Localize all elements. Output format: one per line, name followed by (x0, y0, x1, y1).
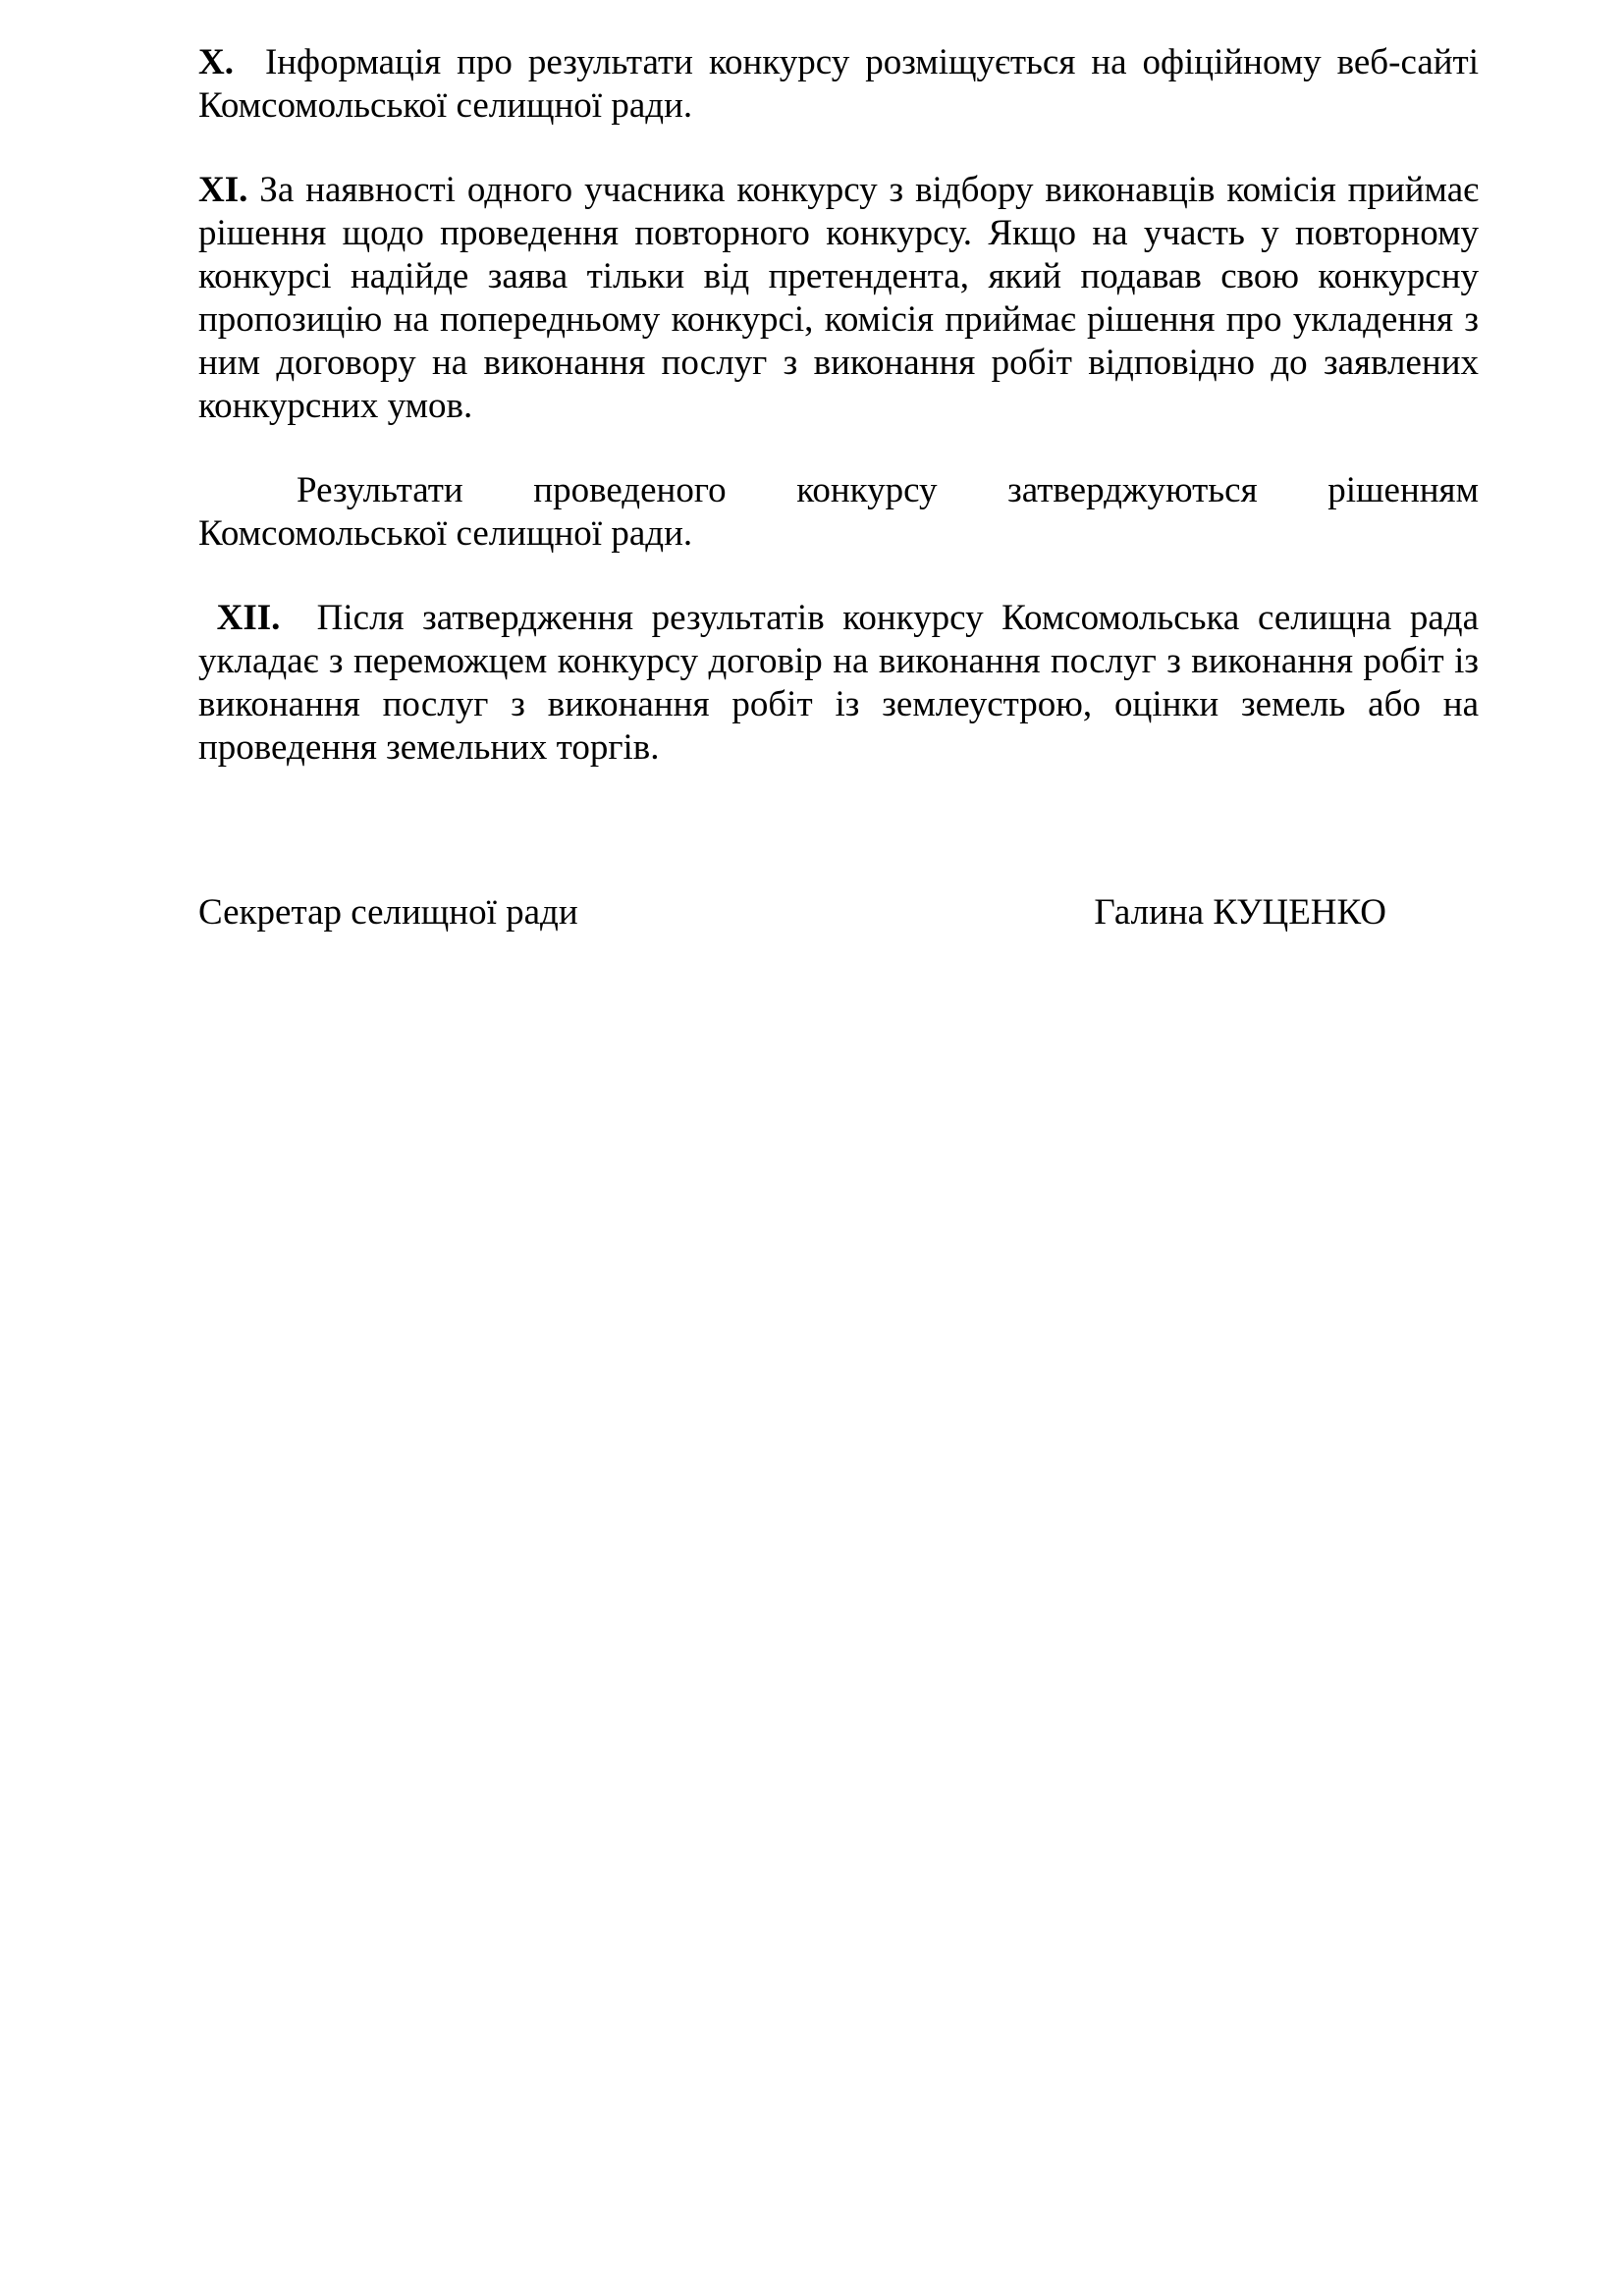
section-xii-paragraph (198, 597, 1479, 770)
section-x-text: Інформація про результати конкурсу розміщується на офіційному веб-сайті Комсомольської селищної ради. (198, 42, 1479, 126)
section-xii (198, 597, 1479, 770)
section-x-paragraph (198, 41, 1479, 128)
section-xi (198, 169, 1479, 428)
section-xii-number: XII. (216, 598, 281, 638)
signature-name: Галина КУЦЕНКО (1094, 892, 1386, 933)
results-paragraph (198, 469, 1479, 556)
results-text: Результати проведеного конкурсу затверджуються рішенням Комсомольської селищної ради. (198, 470, 1479, 554)
signature-block (198, 891, 1386, 934)
signature-position: Секретар селищної ради (198, 892, 578, 933)
section-x-number: X. (198, 42, 234, 82)
section-xi-paragraph (198, 169, 1479, 428)
section-results (198, 469, 1479, 556)
section-xii-text: Після затвердження результатів конкурсу Комсомольська селищна рада укладає з переможцем конкурсу договір на виконання послуг з виконання робіт із виконання послуг з виконання робіт із землеустрою, оцінки земель або на проведення земельних торгів. (198, 598, 1480, 768)
section-xi-text: За наявності одного учасника конкурсу з відбору виконавців комісія приймає рішення щодо проведення повторного конкурсу. Якщо на участь у повторному конкурсі надійде заява тільки від претендента, який подавав свою конкурсну пропозицію на попередньому конкурсі, комісія приймає рішення про укладення з ним договору на виконання послуг з виконання робіт відповідно до заявлених конкурсних умов. (198, 170, 1479, 426)
section-x (198, 41, 1479, 128)
section-xi-number: XI. (198, 170, 248, 210)
